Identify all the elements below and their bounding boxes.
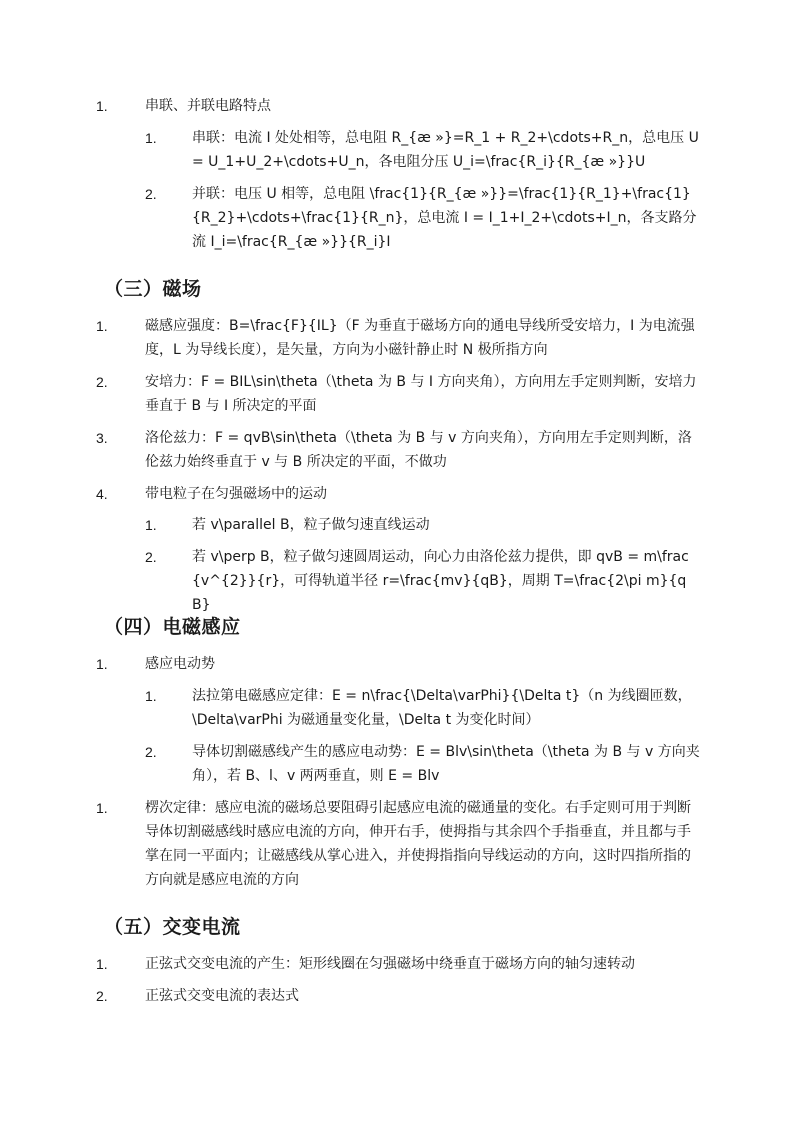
list-number: 2. bbox=[96, 374, 108, 390]
list-number: 3. bbox=[96, 430, 108, 446]
list-text: 导体切割磁感线产生的感应电动势：E = Blv\sin\theta（\theta 为 B 与 v 方向夹角），若 B、l、v 两两垂直，则 E = Blv bbox=[192, 744, 700, 784]
list-number: 1. bbox=[145, 688, 157, 704]
list-number: 1. bbox=[145, 517, 157, 533]
list-text: 串联：电流 I 处处相等，总电阻 R_{æ »}=R_1 + R_2+\cdots+R_n，总电压 U = U_1+U_2+\cdots+U_n，各电阻分压 U_i=\frac{R_i}{R_{æ »}}U bbox=[192, 130, 699, 170]
list-number: 1. bbox=[96, 656, 108, 672]
list-number: 4. bbox=[96, 486, 108, 502]
list-text: 安培力：F = BIL\sin\theta（\theta 为 B 与 I 方向夹角），方向用左手定则判断，安培力垂直于 B 与 I 所决定的平面 bbox=[145, 374, 697, 414]
list-number: 2. bbox=[96, 988, 108, 1004]
list-text: 若 v\perp B，粒子做匀速圆周运动，向心力由洛伦兹力提供，即 qvB = m\frac{v^{2}}{r}，可得轨道半径 r=\frac{mv}{qB}，周期 T=\frac{2\pi m}{qB} bbox=[192, 549, 689, 613]
list-text: 洛伦兹力：F = qvB\sin\theta（\theta 为 B 与 v 方向夹角），方向用左手定则判断，洛伦兹力始终垂直于 v 与 B 所决定的平面，不做功 bbox=[145, 430, 692, 470]
section-heading: （五）交变电流 bbox=[104, 916, 241, 938]
list-number: 1. bbox=[96, 98, 108, 114]
section-heading: （四）电磁感应 bbox=[104, 616, 241, 638]
list-text: 串联、并联电路特点 bbox=[145, 98, 271, 114]
list-number: 1. bbox=[96, 318, 108, 334]
list-text: 带电粒子在匀强磁场中的运动 bbox=[145, 486, 327, 502]
list-number: 2. bbox=[145, 744, 157, 760]
list-number: 1. bbox=[96, 800, 108, 816]
list-text: 磁感应强度：B=\frac{F}{IL}（F 为垂直于磁场方向的通电导线所受安培力，I 为电流强度，L 为导线长度），是矢量，方向为小磁针静止时 N 极所指方向 bbox=[145, 318, 695, 358]
list-text: 法拉第电磁感应定律：E = n\frac{\Delta\varPhi}{\Delta t}（n 为线圈匝数，\Delta\varPhi 为磁通量变化量，\Delta t 为变化时间） bbox=[192, 688, 692, 728]
list-text: 正弦式交变电流的表达式 bbox=[145, 988, 299, 1004]
list-text: 楞次定律：感应电流的磁场总要阻碍引起感应电流的磁通量的变化。右手定则可用于判断导体切割磁感线时感应电流的方向，伸开右手，使拇指与其余四个手指垂直，并且都与手掌在同一平面内；让磁感线从掌心进入，并使拇指指向导线运动的方向，这时四指所指的方向就是感应电流的方向 bbox=[145, 800, 691, 888]
list-text: 并联：电压 U 相等，总电阻 \frac{1}{R_{æ »}}=\frac{1}{R_1}+\frac{1}{R_2}+\cdots+\frac{1}{R_n}，总电流 I = I_1+I_2+\cdots+I_n，各支路分流 I_i=\frac{R_{æ »}}{R_i}I bbox=[192, 186, 697, 250]
list-text: 若 v\parallel B，粒子做匀速直线运动 bbox=[192, 517, 430, 533]
list-number: 1. bbox=[145, 130, 157, 146]
list-number: 1. bbox=[96, 956, 108, 972]
list-text: 感应电动势 bbox=[145, 656, 215, 672]
section-heading: （三）磁场 bbox=[104, 278, 202, 300]
list-number: 2. bbox=[145, 549, 157, 565]
list-text: 正弦式交变电流的产生：矩形线圈在匀强磁场中绕垂直于磁场方向的轴匀速转动 bbox=[145, 956, 635, 972]
list-number: 2. bbox=[145, 186, 157, 202]
